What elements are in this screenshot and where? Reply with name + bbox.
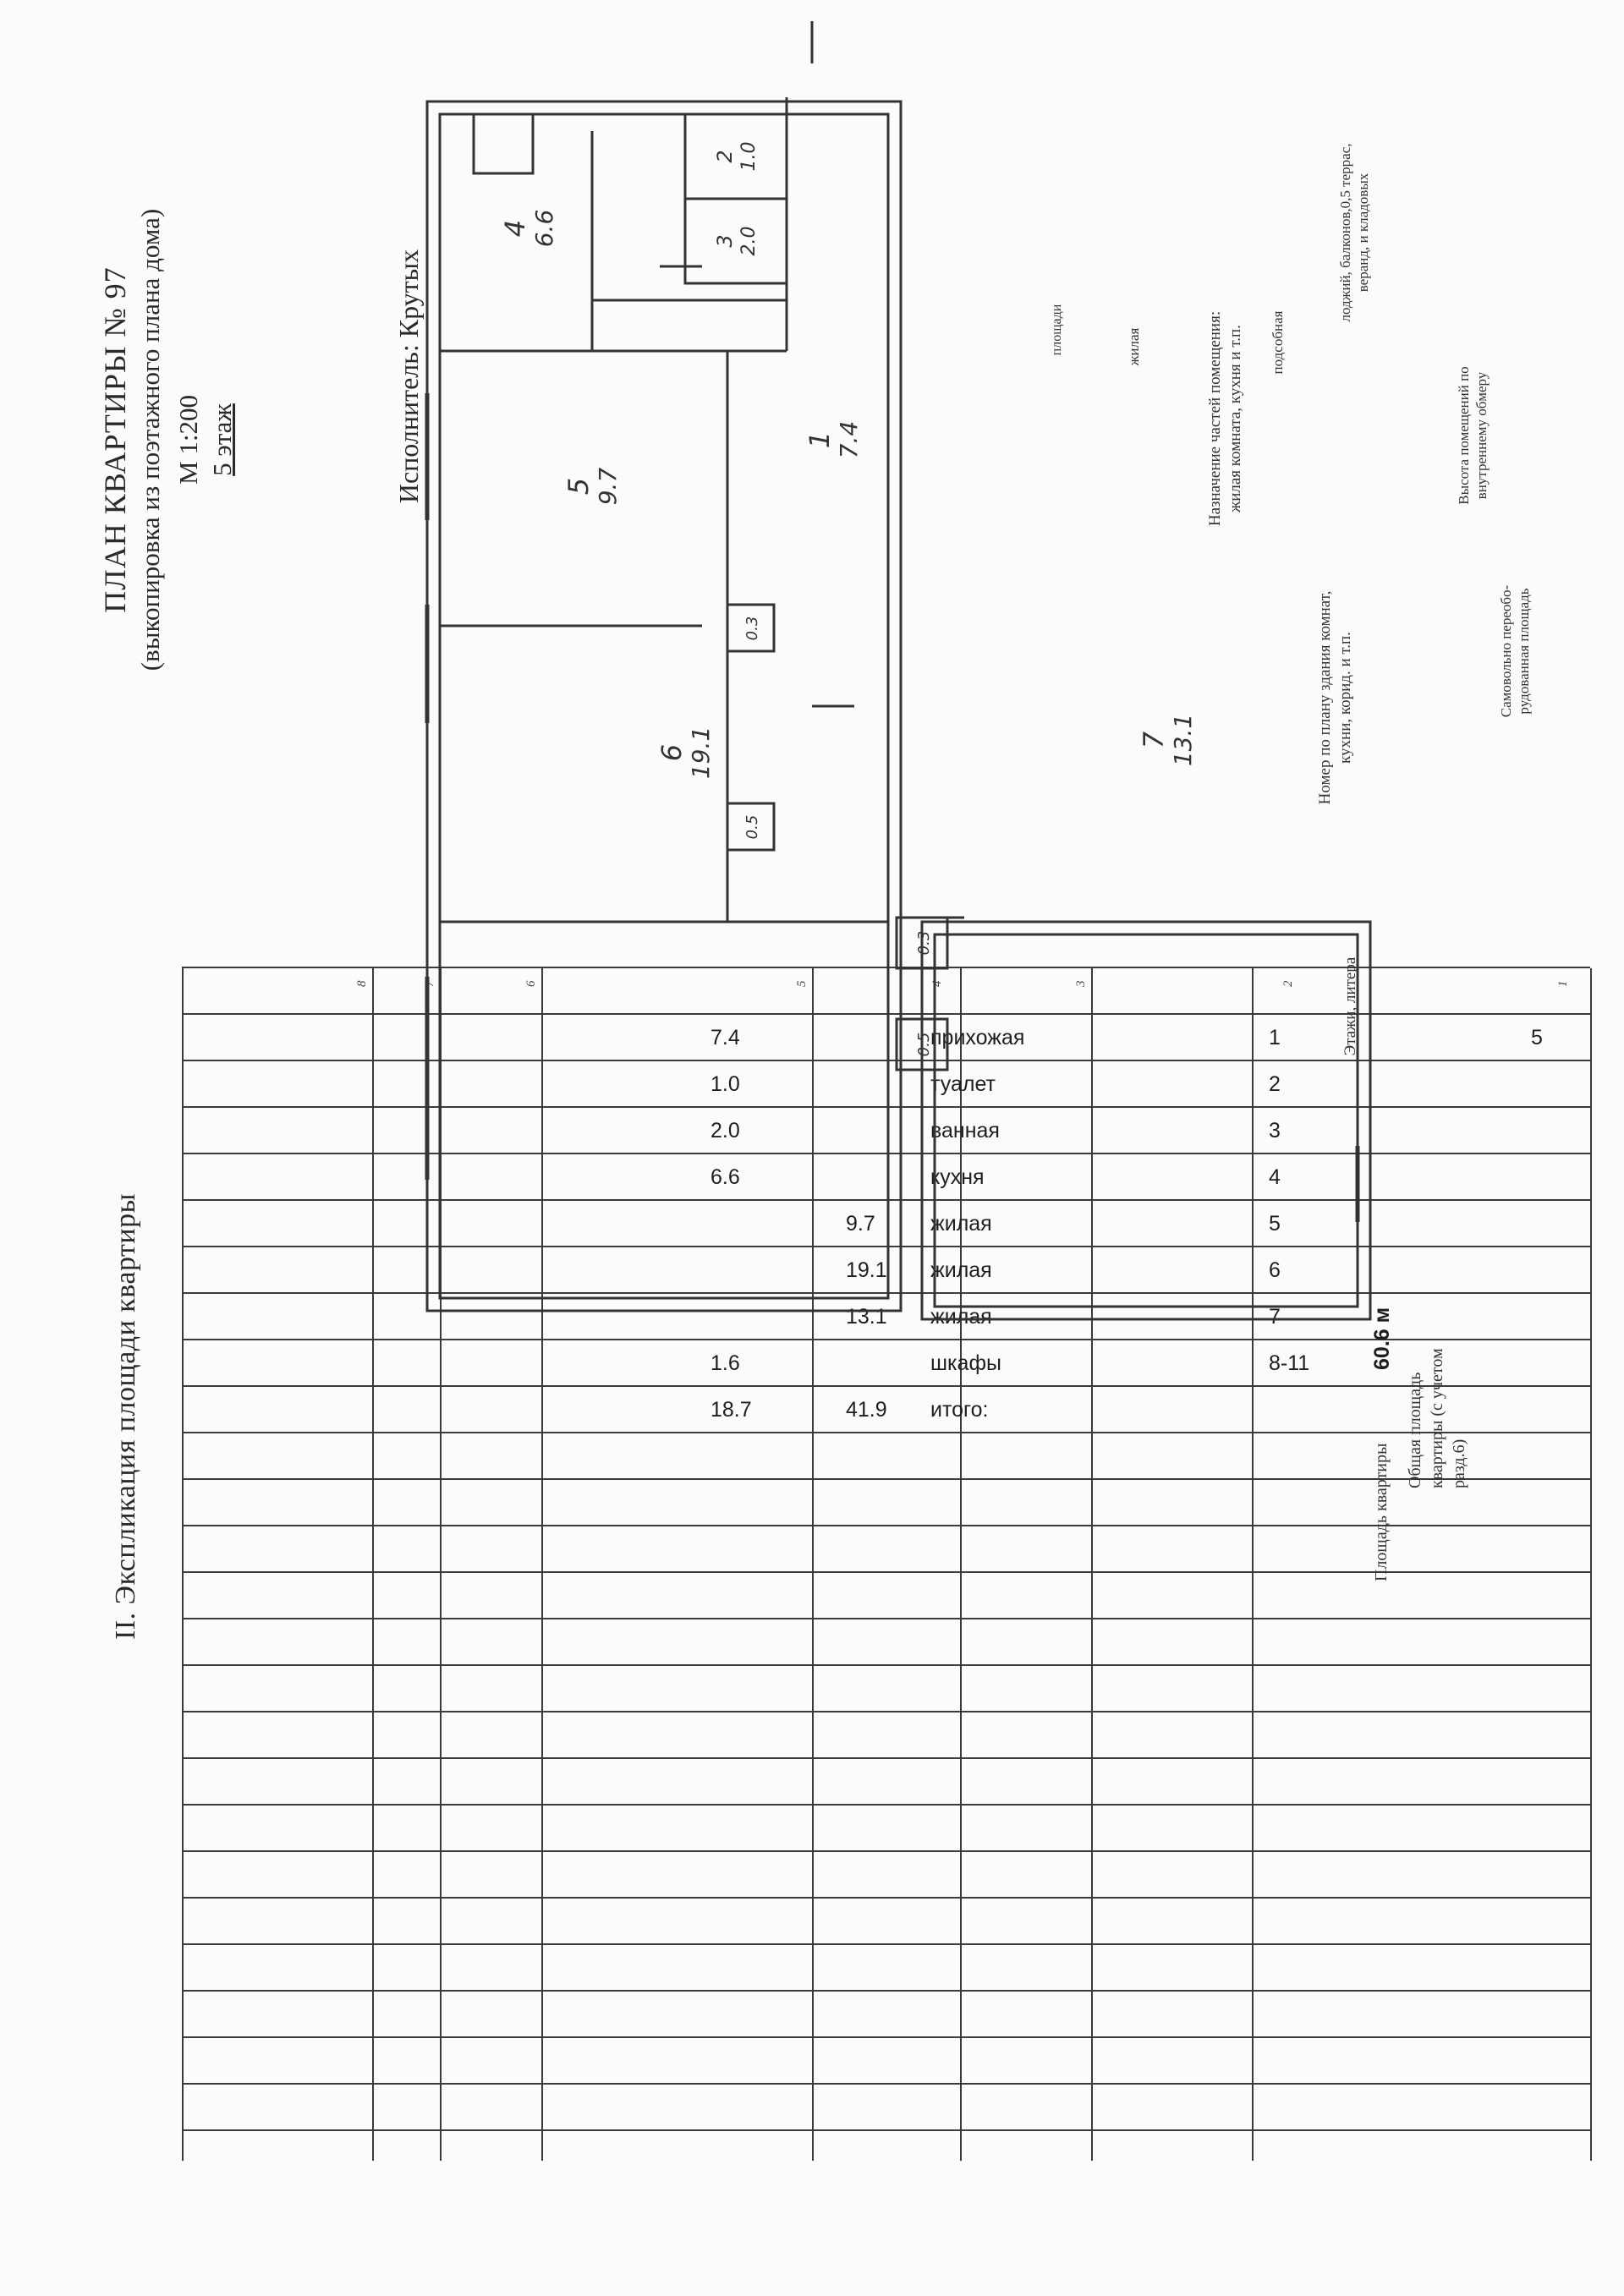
header-floor: Этажи, литера [1341,956,1359,1056]
table-cell-name: жилая [930,1212,992,1236]
closet-2-area: 0.5 [915,1032,933,1057]
table-cell-name: жилая [930,1258,992,1282]
room-1-number: 1 [804,430,836,449]
table-cell-no: 8-11 [1269,1351,1310,1375]
header-room-no: Номер по плану здания комнат, кухни, корид. и т.п. [1316,590,1354,805]
performer: Исполнитель: Крутых [393,249,424,504]
table-cell-living: 19.1 [846,1258,887,1282]
column-number: 8 [355,980,369,987]
table-cell-living: 41.9 [846,1398,887,1422]
table-cell-no: 6 [1269,1258,1281,1282]
header-height: Высота помещений по внутреннему обмеру [1456,366,1490,505]
table-cell-no: 7 [1269,1305,1281,1329]
column-number: 2 [1281,980,1295,987]
closet-3-area: 0.3 [743,616,761,641]
table-cell-aux: 1.0 [710,1072,740,1096]
table-cell-name: прихожая [930,1026,1025,1049]
room-4-area: 6.6 [530,209,558,248]
table-cell-no: 2 [1269,1072,1281,1096]
room-2-number: 2 [713,150,737,163]
table-cell-no: 1 [1269,1026,1281,1049]
room-4-number: 4 [499,219,531,238]
table-cell-no: 4 [1269,1165,1281,1189]
room-1-area: 7.4 [835,420,863,459]
table-cell-living: 13.1 [846,1305,887,1329]
column-number: 3 [1074,980,1088,987]
room-7-area: 13.1 [1169,713,1197,767]
table-cell-name: кухня [930,1165,985,1189]
column-number: 1 [1556,980,1570,987]
plan-subtitle: (выкопировка из поэтажного плана дома) [135,208,165,671]
header-auxiliary: подсобная [1270,310,1286,375]
column-number: 6 [524,980,538,987]
table-cell-name: итого: [930,1398,989,1422]
table-cell-living: 9.7 [846,1212,875,1236]
table-cell-no: 3 [1269,1119,1281,1143]
table-cell-name: туалет [930,1072,996,1096]
table-cell-aux: 2.0 [710,1119,740,1143]
header-loggia: лоджий, балконов,0,5 террас, веранд, и кладовых [1337,143,1372,322]
room-7-number: 7 [1138,731,1170,749]
room-6-area: 19.1 [687,726,715,780]
table-title: II. Экспликация площади квартиры [110,1193,141,1640]
flat-area-value: 60.6 м [1370,1307,1394,1370]
table-cell-name: жилая [930,1305,992,1329]
total-area-label: Общая площадь квартиры (с учетом разд.6) [1406,1348,1468,1488]
table-cell-aux: 1.6 [710,1351,740,1375]
room-6-number: 6 [656,743,688,762]
table-cell-no: 5 [1269,1212,1281,1236]
room-5-area: 9.7 [594,467,622,506]
column-number: 4 [930,980,944,987]
room-3-area: 2.0 [738,226,760,256]
table-cell-aux: 7.4 [710,1026,740,1049]
plan-scale: М 1:200 [173,395,203,485]
closet-1-area: 0.3 [915,930,933,956]
header-living: жилая [1126,327,1142,366]
table-cell-name: ванная [930,1119,1000,1143]
table-cell-floor: 5 [1531,1026,1543,1049]
room-2-area: 1.0 [738,141,760,172]
room-3-number: 3 [713,234,737,248]
flat-area-label: Площадь квартиры [1372,1443,1391,1581]
header-purpose: Назначение частей помещения: жилая комната, кухня и т.п. [1206,310,1244,527]
table-cell-aux: 18.7 [710,1398,752,1422]
header-unauthorized: Самовольно переобо-рудованная площадь [1498,584,1533,718]
closet-4-area: 0.5 [743,814,761,840]
header-areas: площади [1050,304,1064,356]
column-number: 7 [423,980,436,987]
plan-floor: 5 этаж [207,403,237,476]
table-cell-aux: 6.6 [710,1165,740,1189]
room-5-number: 5 [562,477,595,496]
plan-title: ПЛАН КВАРТИРЫ № 97 [98,266,132,613]
table-cell-name: шкафы [930,1351,1001,1375]
column-number: 5 [795,980,809,987]
